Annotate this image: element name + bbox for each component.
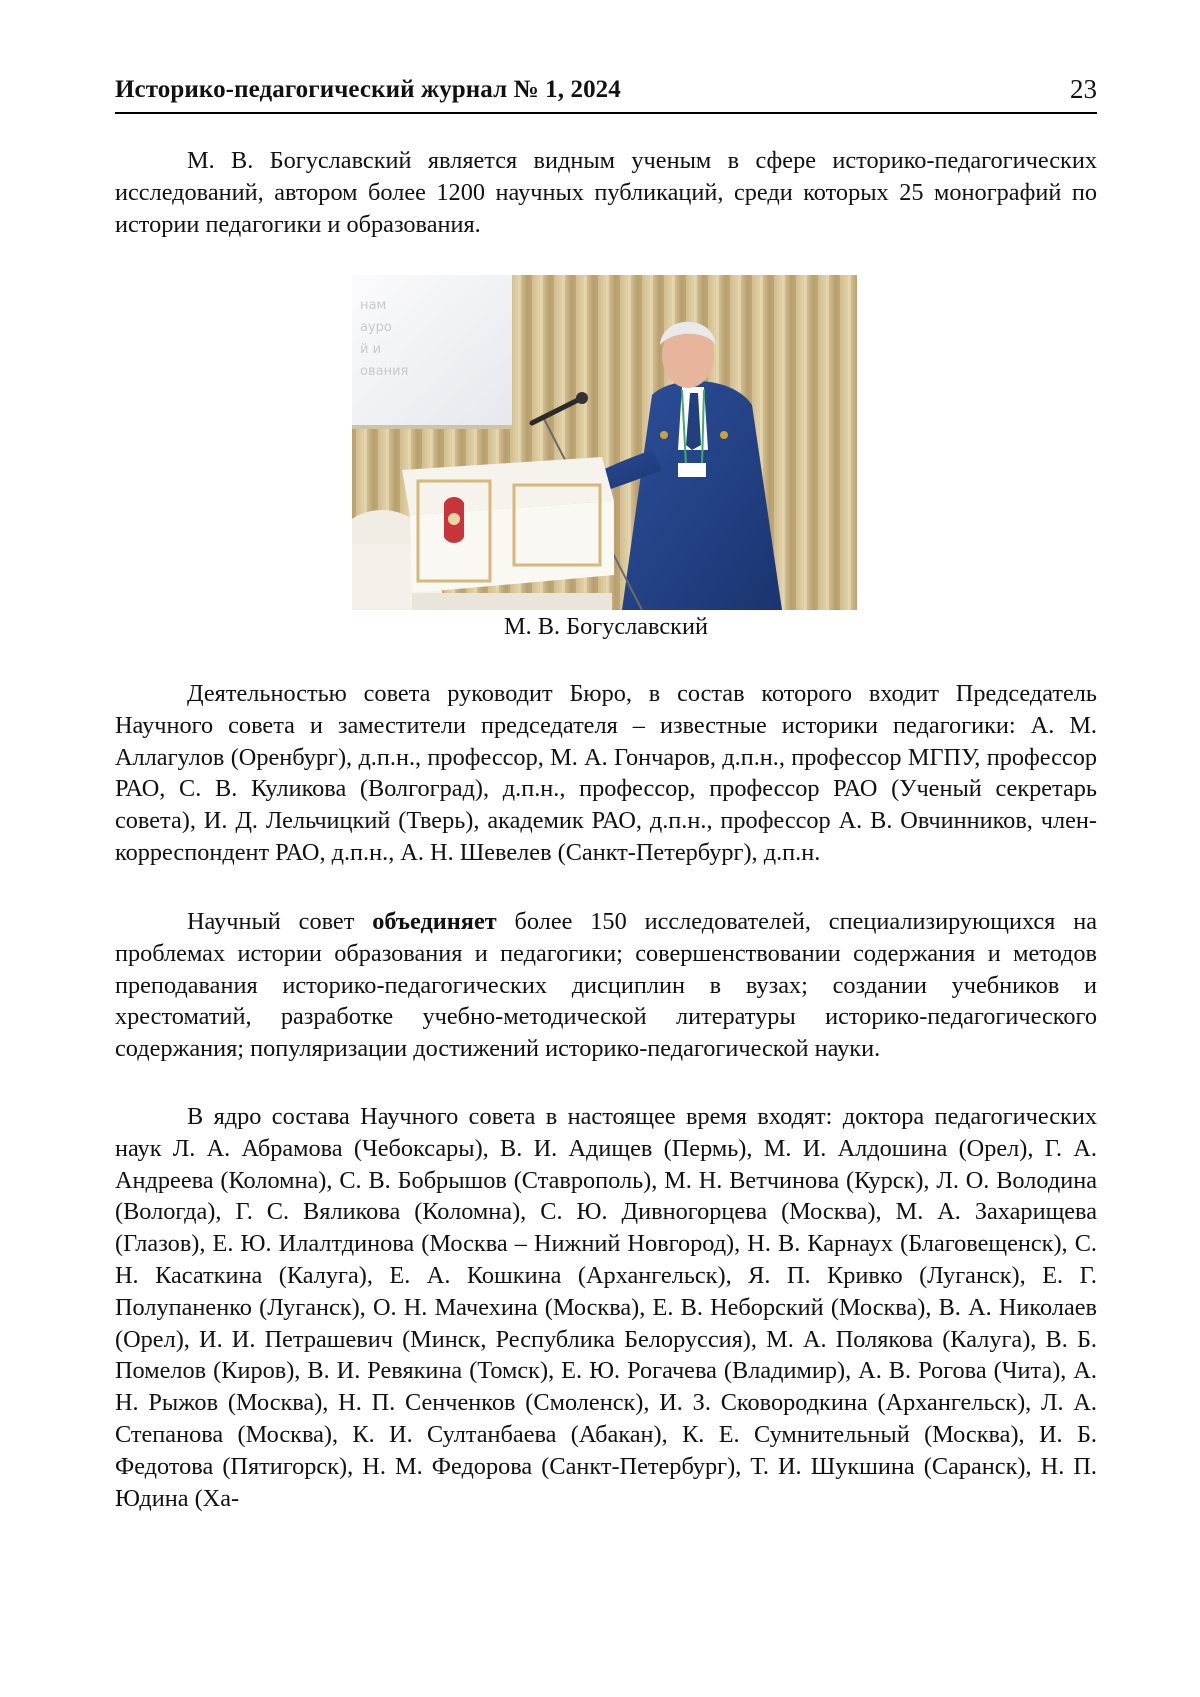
running-header — [115, 72, 1097, 114]
paragraph-intro: М. В. Богуславский является видным ученым в сфере историко-педагогических исследований, автором более 1200 научных публикаций, среди которых 25 монографий по истории педагогики и образования. — [115, 147, 1097, 238]
svg-text:нам: нам — [360, 298, 387, 313]
paragraph-council — [115, 906, 1097, 1065]
paragraph-council-start: Научный совет — [187, 908, 373, 935]
paragraph-council-emphasis: объединяет — [372, 908, 497, 935]
svg-text:ования: ования — [360, 364, 409, 379]
paragraph-members: В ядро состава Научного совета в настоящее время входят: доктора педагогических наук Л. А. Абрамова (Чебоксары), В. И. Адищев (Пермь), М. И. Алдошина (Орел), Г. А. Андреева (Коломна), С. В. Бобрышов (Ставрополь), М. Н. Ветчинова (Курск), Л. О. Володина (Вологда), Г. С. Вяликова (Коломна), С. Ю. Дивногорцева (Москва), М. А. Захарищева (Глазов), Е. Ю. Илалтдинова (Москва – Нижний Новгород), Н. В. Карнаух (Благовещенск), С. Н. Касаткина (Калуга), Е. А. Кошкина (Архангельск), Я. П. Кривко (Луганск), Е. Г. Полупаненко (Луганск), О. Н. Мачехина (Москва), Е. В. Неборский (Москва), В. А. Николаев (Орел), И. И. Петрашевич (Минск, Республика Белоруссия), М. А. Полякова (Калуга), В. Б. Помелов (Киров), В. И. Ревякина (Томск), Е. Ю. Рогачева (Владимир), А. В. Рогова (Чита), А. Н. Рыжов (Москва), Н. П. Сенченков (Смоленск), И. З. Сковородкина (Архангельск), Л. А. Степанова (Москва), К. И. Султанбаева (Абакан), К. Е. Сумнительный (Москва), И. Б. Федотова (Пятигорск), Н. М. Федорова (Санкт-Петербург), Т. И. Шукшина (Саранск), Н. П. Юдина (Ха- — [115, 1103, 1097, 1512]
svg-text:ауро: ауро — [360, 320, 392, 335]
page-number: 23 — [1070, 74, 1097, 104]
svg-text:й и: й и — [360, 342, 382, 357]
figure-caption: М. В. Богуславский — [504, 613, 708, 640]
paragraph-bureau: Деятельностью совета руководит Бюро, в состав которого входит Председатель Научного совета и заместители председателя – известные историки педагогики: А. М. Аллагулов (Оренбург), д.п.н., профессор, М. А. Гончаров, д.п.н., профессор МГПУ, профессор РАО, С. В. Куликова (Волгоград), д.п.н., профессор, профессор РАО (Ученый секретарь совета), И. Д. Лельчицкий (Тверь), академик РАО, д.п.н., профессор А. В. Овчинников, член-корреспондент РАО, д.п.н., А. Н. Шевелев (Санкт-Петербург), д.п.н. — [115, 680, 1097, 866]
speaker-photo — [352, 275, 857, 610]
journal-title: Историко-педагогический журнал № 1, 2024 — [115, 76, 621, 103]
paragraph-council-end: более 150 исследователей, специализирующихся на проблемах истории образования и педагогики; совершенствовании содержания и методов преподавания историко-педагогических дисциплин в вузах; создании учебников и хрестоматий, разработке учебно-методической литературы историко-педагогического содержания; популяризации достижений историко-педагогической науки. — [115, 908, 1098, 1063]
